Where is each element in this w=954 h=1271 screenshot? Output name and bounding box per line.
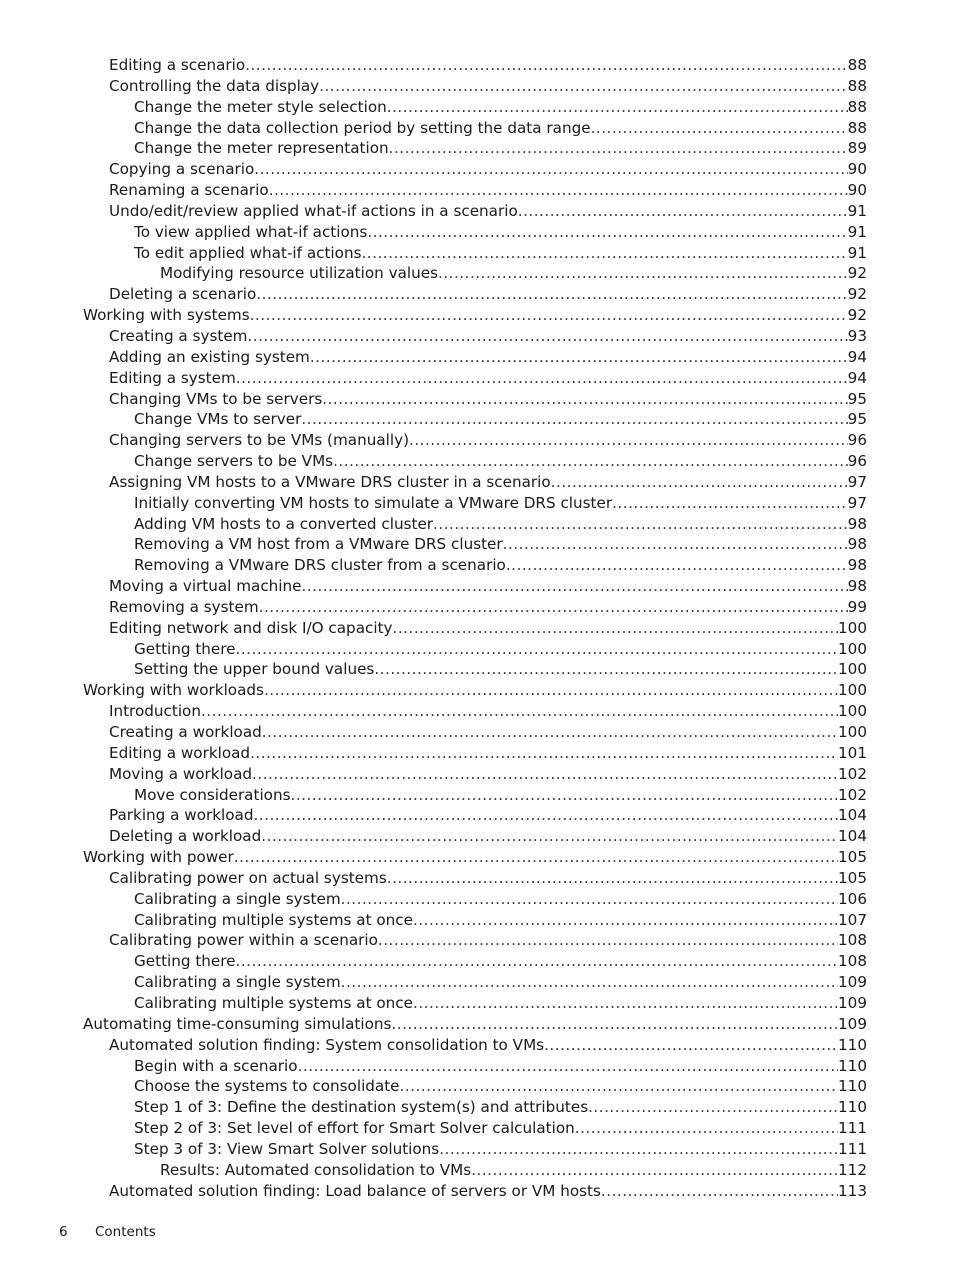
- toc-entry-page-number: 91: [847, 201, 867, 220]
- toc-entry-page-number: 96: [847, 431, 867, 450]
- toc-entry[interactable]: [0, 951, 954, 972]
- toc-dot-leader: [389, 138, 848, 159]
- toc-entry-page-number: 106: [838, 889, 867, 908]
- toc-dot-leader: [575, 1118, 838, 1139]
- toc-entry[interactable]: [0, 847, 954, 868]
- toc-entry-page-number: 92: [847, 306, 867, 325]
- toc-entry-title: Working with workloads: [83, 681, 264, 700]
- toc-dot-leader: [393, 618, 838, 639]
- toc-entry[interactable]: [0, 722, 954, 743]
- toc-dot-leader: [236, 639, 838, 660]
- table-of-contents: [0, 55, 954, 1201]
- toc-entry[interactable]: [0, 1118, 954, 1139]
- toc-entry-page-number: 88: [847, 76, 867, 95]
- toc-entry-title: Getting there: [134, 639, 236, 658]
- toc-entry-page-number: 93: [847, 326, 867, 345]
- toc-entry-page-number: 96: [847, 452, 867, 471]
- toc-entry-title: Editing a system: [109, 368, 236, 387]
- toc-dot-leader: [413, 993, 838, 1014]
- toc-entry[interactable]: [0, 639, 954, 660]
- toc-entry-title: Calibrating power on actual systems: [109, 868, 387, 887]
- toc-entry[interactable]: [0, 1160, 954, 1181]
- toc-entry[interactable]: [0, 430, 954, 451]
- toc-dot-leader: [333, 451, 848, 472]
- toc-entry[interactable]: [0, 1056, 954, 1077]
- toc-entry-title: Calibrating a single system: [134, 973, 341, 992]
- toc-dot-leader: [588, 1097, 838, 1118]
- toc-entry[interactable]: [0, 805, 954, 826]
- toc-entry-page-number: 90: [847, 181, 867, 200]
- toc-entry-page-number: 88: [847, 118, 867, 137]
- toc-entry[interactable]: [0, 97, 954, 118]
- toc-entry[interactable]: [0, 55, 954, 76]
- toc-entry-page-number: 100: [838, 723, 867, 741]
- toc-entry[interactable]: [0, 451, 954, 472]
- toc-entry[interactable]: [0, 868, 954, 889]
- toc-entry-title: Working with power: [83, 848, 234, 867]
- toc-dot-leader: [439, 1139, 838, 1160]
- toc-dot-leader: [298, 1056, 838, 1077]
- toc-entry[interactable]: [0, 409, 954, 430]
- toc-entry-page-number: 101: [838, 743, 867, 762]
- toc-entry-page-number: 112: [838, 1160, 867, 1179]
- toc-dot-leader: [591, 118, 848, 139]
- toc-entry-page-number: 91: [847, 243, 867, 262]
- toc-entry-title: Change the meter style selection: [134, 97, 387, 116]
- toc-entry-title: Editing a scenario: [109, 56, 246, 74]
- toc-entry-page-number: 113: [838, 1181, 867, 1200]
- toc-entry-title: Changing servers to be VMs (manually): [109, 431, 409, 450]
- toc-entry-title: Removing a VM host from a VMware DRS cluster: [134, 535, 503, 554]
- toc-entry-page-number: 88: [847, 97, 867, 116]
- toc-entry[interactable]: [0, 618, 954, 639]
- toc-entry-page-number: 99: [847, 597, 867, 616]
- toc-entry-page-number: 89: [847, 139, 867, 158]
- toc-dot-leader: [433, 514, 848, 535]
- toc-entry-page-number: 94: [847, 368, 867, 387]
- toc-entry[interactable]: [0, 514, 954, 535]
- toc-entry[interactable]: [0, 201, 954, 222]
- toc-dot-leader: [518, 201, 848, 222]
- toc-dot-leader: [201, 701, 838, 722]
- toc-entry-title: Editing a workload: [109, 743, 251, 762]
- toc-entry-page-number: 92: [847, 264, 867, 283]
- toc-entry[interactable]: [0, 284, 954, 305]
- toc-entry-title: Change VMs to server: [134, 410, 302, 429]
- toc-entry-page-number: 109: [838, 1014, 867, 1033]
- toc-entry-page-number: 98: [847, 577, 867, 596]
- toc-entry[interactable]: [0, 1181, 954, 1202]
- toc-entry[interactable]: [0, 576, 954, 597]
- toc-entry-title: Change servers to be VMs: [134, 452, 334, 471]
- toc-entry-title: Controlling the data display: [109, 76, 320, 95]
- toc-dot-leader: [378, 930, 838, 951]
- toc-dot-leader: [400, 1076, 838, 1097]
- toc-entry[interactable]: [0, 389, 954, 410]
- toc-entry[interactable]: [0, 76, 954, 97]
- toc-entry-title: Working with systems: [83, 306, 250, 325]
- toc-dot-leader: [250, 743, 838, 764]
- toc-entry[interactable]: [0, 701, 954, 722]
- toc-dot-leader: [341, 972, 838, 993]
- toc-entry-page-number: 111: [838, 1139, 867, 1158]
- toc-entry-page-number: 90: [847, 160, 867, 179]
- toc-entry[interactable]: [0, 263, 954, 284]
- toc-entry-title: Calibrating multiple systems at once: [134, 993, 414, 1012]
- toc-entry[interactable]: [0, 1139, 954, 1160]
- toc-entry-title: Step 1 of 3: Define the destination system(s) and attributes: [134, 1098, 589, 1117]
- toc-dot-leader: [544, 1035, 838, 1056]
- toc-entry[interactable]: [0, 972, 954, 993]
- toc-entry-page-number: 97: [847, 472, 867, 491]
- toc-dot-leader: [234, 847, 838, 868]
- toc-entry-title: Deleting a scenario: [109, 285, 257, 304]
- toc-entry-title: Automated solution finding: System consolidation to VMs: [109, 1035, 545, 1054]
- toc-entry-title: Choose the systems to consolidate: [134, 1077, 400, 1096]
- toc-entry-page-number: 100: [838, 639, 867, 658]
- toc-entry-title: Initially converting VM hosts to simulate a VMware DRS cluster: [134, 493, 613, 512]
- toc-entry-title: Editing network and disk I/O capacity: [109, 618, 393, 637]
- toc-entry[interactable]: [0, 1076, 954, 1097]
- toc-entry-page-number: 95: [847, 410, 867, 429]
- toc-entry-page-number: 108: [838, 931, 867, 950]
- toc-entry[interactable]: [0, 555, 954, 576]
- toc-dot-leader: [361, 243, 847, 264]
- toc-dot-leader: [262, 722, 838, 743]
- toc-entry-title: Setting the upper bound values: [134, 660, 375, 679]
- toc-entry[interactable]: [0, 326, 954, 347]
- toc-entry[interactable]: [0, 368, 954, 389]
- toc-entry-page-number: 105: [838, 848, 867, 867]
- toc-entry-page-number: 111: [838, 1119, 867, 1138]
- toc-entry-page-number: 98: [847, 514, 867, 533]
- toc-entry-title: Calibrating a single system: [134, 889, 341, 908]
- toc-entry[interactable]: [0, 889, 954, 910]
- toc-entry[interactable]: [0, 159, 954, 180]
- toc-dot-leader: [387, 868, 838, 889]
- toc-entry-page-number: 92: [847, 285, 867, 304]
- toc-entry[interactable]: [0, 993, 954, 1014]
- toc-entry-title: Copying a scenario: [109, 160, 255, 179]
- toc-dot-leader: [259, 597, 848, 618]
- toc-entry[interactable]: [0, 680, 954, 701]
- toc-entry[interactable]: [0, 180, 954, 201]
- toc-entry[interactable]: [0, 659, 954, 680]
- toc-dot-leader: [256, 284, 847, 305]
- toc-dot-leader: [341, 889, 838, 910]
- toc-entry-page-number: 104: [838, 827, 867, 846]
- toc-entry[interactable]: [0, 1097, 954, 1118]
- toc-entry-title: Removing a VMware DRS cluster from a scenario: [134, 556, 506, 575]
- toc-entry-page-number: 110: [838, 1077, 867, 1096]
- toc-entry-title: Change the data collection period by setting the data range: [134, 118, 591, 137]
- toc-entry-title: Creating a workload: [109, 723, 262, 741]
- toc-dot-leader: [374, 659, 838, 680]
- toc-entry-page-number: 109: [838, 993, 867, 1012]
- toc-dot-leader: [247, 326, 847, 347]
- toc-entry-page-number: 100: [838, 702, 867, 721]
- toc-entry[interactable]: [0, 305, 954, 326]
- toc-entry-title: Parking a workload: [109, 806, 254, 825]
- toc-dot-leader: [310, 347, 848, 368]
- toc-entry-title: Renaming a scenario: [109, 181, 269, 200]
- toc-entry-title: Changing VMs to be servers: [109, 389, 323, 408]
- toc-dot-leader: [612, 493, 848, 514]
- toc-entry-title: Deleting a workload: [109, 827, 262, 846]
- toc-entry-page-number: 97: [847, 493, 867, 512]
- toc-dot-leader: [253, 805, 838, 826]
- toc-entry-title: Moving a virtual machine: [109, 577, 302, 596]
- toc-entry-page-number: 100: [838, 681, 867, 700]
- toc-entry-page-number: 104: [838, 806, 867, 825]
- toc-entry[interactable]: [0, 222, 954, 243]
- toc-entry-title: Adding an existing system: [109, 347, 310, 366]
- footer-section-title: Contents: [95, 1224, 156, 1240]
- toc-entry[interactable]: [0, 764, 954, 785]
- toc-entry-page-number: 110: [838, 1035, 867, 1054]
- toc-entry[interactable]: [0, 785, 954, 806]
- toc-entry[interactable]: [0, 910, 954, 931]
- toc-entry-title: Calibrating multiple systems at once: [134, 910, 414, 929]
- toc-entry-title: Automated solution finding: Load balance of servers or VM hosts: [109, 1181, 601, 1200]
- toc-entry-page-number: 107: [838, 910, 867, 929]
- toc-dot-leader: [254, 159, 847, 180]
- toc-entry-page-number: 110: [838, 1098, 867, 1117]
- toc-dot-leader: [252, 764, 838, 785]
- toc-entry-title: Creating a system: [109, 326, 248, 345]
- toc-entry[interactable]: [0, 534, 954, 555]
- toc-dot-leader: [471, 1160, 838, 1181]
- toc-entry-page-number: 94: [847, 347, 867, 366]
- toc-dot-leader: [236, 368, 848, 389]
- toc-entry[interactable]: [0, 743, 954, 764]
- toc-dot-leader: [322, 389, 847, 410]
- toc-dot-leader: [601, 1181, 838, 1202]
- toc-entry-title: Results: Automated consolidation to VMs: [160, 1160, 472, 1179]
- toc-entry-title: To view applied what-if actions: [134, 222, 368, 241]
- toc-entry[interactable]: [0, 1035, 954, 1056]
- toc-dot-leader: [264, 680, 838, 701]
- toc-entry-title: Automating time-consuming simulations: [83, 1014, 392, 1033]
- page-footer: [59, 1222, 156, 1242]
- footer-page-number: 6: [59, 1224, 68, 1240]
- toc-dot-leader: [551, 472, 848, 493]
- toc-entry-title: Calibrating power within a scenario: [109, 931, 378, 950]
- toc-dot-leader: [409, 430, 848, 451]
- toc-dot-leader: [387, 97, 848, 118]
- toc-entry-page-number: 98: [847, 535, 867, 554]
- toc-dot-leader: [291, 785, 839, 806]
- toc-dot-leader: [250, 305, 848, 326]
- toc-entry-title: To edit applied what-if actions: [134, 243, 362, 262]
- toc-entry-page-number: 105: [838, 868, 867, 887]
- toc-entry[interactable]: [0, 138, 954, 159]
- toc-entry-title: Adding VM hosts to a converted cluster: [134, 514, 434, 533]
- toc-dot-leader: [391, 1014, 838, 1035]
- toc-entry[interactable]: [0, 1014, 954, 1035]
- toc-entry[interactable]: [0, 243, 954, 264]
- toc-entry-title: Begin with a scenario: [134, 1056, 298, 1075]
- toc-entry-page-number: 100: [838, 660, 867, 679]
- toc-dot-leader: [245, 55, 848, 76]
- toc-entry-title: Undo/edit/review applied what-if actions in a scenario: [109, 201, 518, 220]
- toc-dot-leader: [261, 826, 838, 847]
- toc-entry[interactable]: [0, 930, 954, 951]
- toc-dot-leader: [506, 555, 848, 576]
- toc-entry-title: Modifying resource utilization values: [160, 264, 438, 283]
- toc-entry-page-number: 98: [847, 556, 867, 575]
- toc-entry-title: Step 3 of 3: View Smart Solver solutions: [134, 1139, 440, 1158]
- toc-entry-page-number: 108: [838, 952, 867, 971]
- toc-dot-leader: [236, 951, 838, 972]
- toc-entry-page-number: 109: [838, 973, 867, 992]
- toc-entry-title: Step 2 of 3: Set level of effort for Smart Solver calculation: [134, 1119, 575, 1138]
- toc-entry-title: Removing a system: [109, 597, 259, 616]
- toc-entry-page-number: 88: [847, 56, 867, 74]
- toc-entry[interactable]: [0, 347, 954, 368]
- toc-entry-title: Assigning VM hosts to a VMware DRS cluster in a scenario: [109, 472, 551, 491]
- toc-dot-leader: [301, 576, 847, 597]
- toc-entry[interactable]: [0, 597, 954, 618]
- toc-entry-page-number: 91: [847, 222, 867, 241]
- toc-entry-page-number: 100: [838, 618, 867, 637]
- toc-entry-title: Moving a workload: [109, 764, 253, 783]
- toc-entry-title: Getting there: [134, 952, 236, 971]
- toc-dot-leader: [438, 263, 848, 284]
- toc-entry[interactable]: [0, 472, 954, 493]
- toc-entry-title: Change the meter representation: [134, 139, 389, 158]
- toc-entry-page-number: 102: [838, 785, 867, 804]
- toc-entry-title: Move considerations: [134, 785, 291, 804]
- toc-dot-leader: [319, 76, 848, 97]
- toc-entry-page-number: 110: [838, 1056, 867, 1075]
- toc-dot-leader: [503, 534, 848, 555]
- toc-dot-leader: [301, 409, 847, 430]
- toc-entry-page-number: 95: [847, 389, 867, 408]
- toc-dot-leader: [269, 180, 848, 201]
- toc-dot-leader: [413, 910, 838, 931]
- toc-entry[interactable]: [0, 826, 954, 847]
- toc-entry-page-number: 102: [838, 764, 867, 783]
- toc-dot-leader: [367, 222, 847, 243]
- toc-entry[interactable]: [0, 493, 954, 514]
- toc-entry-title: Introduction: [109, 702, 201, 721]
- toc-entry[interactable]: [0, 118, 954, 139]
